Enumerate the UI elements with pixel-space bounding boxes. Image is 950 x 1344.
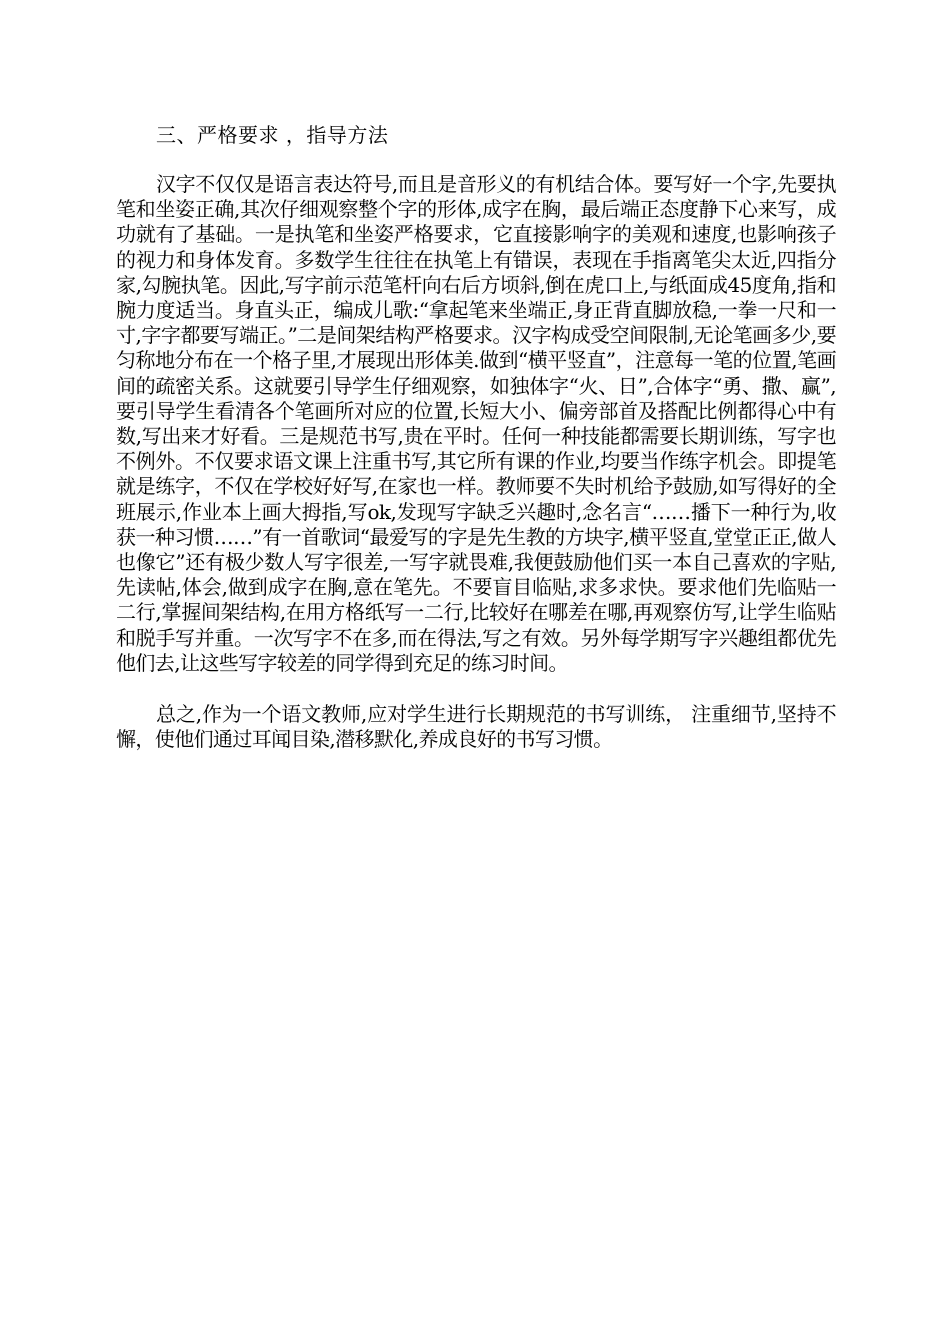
section-heading: 三、严格要求 ，指导方法 [156,123,389,147]
body-paragraph-1: 汉字不仅仅是语言表达符号,而且是音形义的有机结合体。要写好一个字,先要执笔和坐姿正确,其次仔细观察整个字的形体,成字在胸，最后端正态度静下心来写，成功就有了基础。一是执笔和坐姿严格要求，它直接影响字的美观和速度,也影响孩子的视力和身体发育。多数学生往往在执笔上有错误，表现在手指离笔尖太近,四指分家,勾腕执笔。因此,写字前示范笔杆向右后方顷斜,倒在虎口上,与纸面成45度角,指和腕力度适当。身直头正，编成儿歌:“拿起笔来坐端正,身正背直脚放稳,一拳一尺和一寸,字字都要写端正。”二是间架结构严格要求。汉字构成受空间限制,无论笔画多少,要匀称地分布在一个格子里,才展现出形体美.做到“横平竖直”，注意每一笔的位置,笔画间的疏密关系。这就要引导学生仔细观察，如独体字“火、日”,合体字“勇、撒、赢”,要引导学生看清各个笔画所对应的位置,长短大小、偏旁部首及搭配比例都得心中有数,写出来才好看。三是规范书写,贵在平时。任何一种技能都需要长期训练，写字也不例外。不仅要求语文课上注重书写,其它所有课的作业,均要当作练字机会。即提笔就是练字，不仅在学校好好写,在家也一样。教师要不失时机给予鼓励,如写得好的全班展示,作业本上画大拇指,写ok,发现写字缺乏兴趣时,念名言“……播下一种行为,收获一种习惯……”有一首歌词“最爱写的字是先生教的方块字,横平竖直,堂堂正正,做人也像它”还有极少数人写字很差,一写字就畏难,我便鼓励他们买一本自己喜欢的字贴,先读帖,体会,做到成字在胸,意在笔先。不要盲目临贴,求多求快。要求他们先临贴一二行,掌握间架结构,在用方格纸写一二行,比较好在哪差在哪,再观察仿写,让学生临贴和脱手写并重。一次写字不在多,而在得法,写之有效。另外每学期写字兴趣组都优先他们去,让这些写字较差的同学得到充足的练习时间。 [116,172,836,675]
document-page [116,122,836,752]
body-paragraph-2: 总之,作为一个语文教师,应对学生进行长期规范的书写训练， 注重细节,坚持不懈，使他们通过耳闻目染,潜移默化,养成良好的书写习惯。 [116,702,836,752]
